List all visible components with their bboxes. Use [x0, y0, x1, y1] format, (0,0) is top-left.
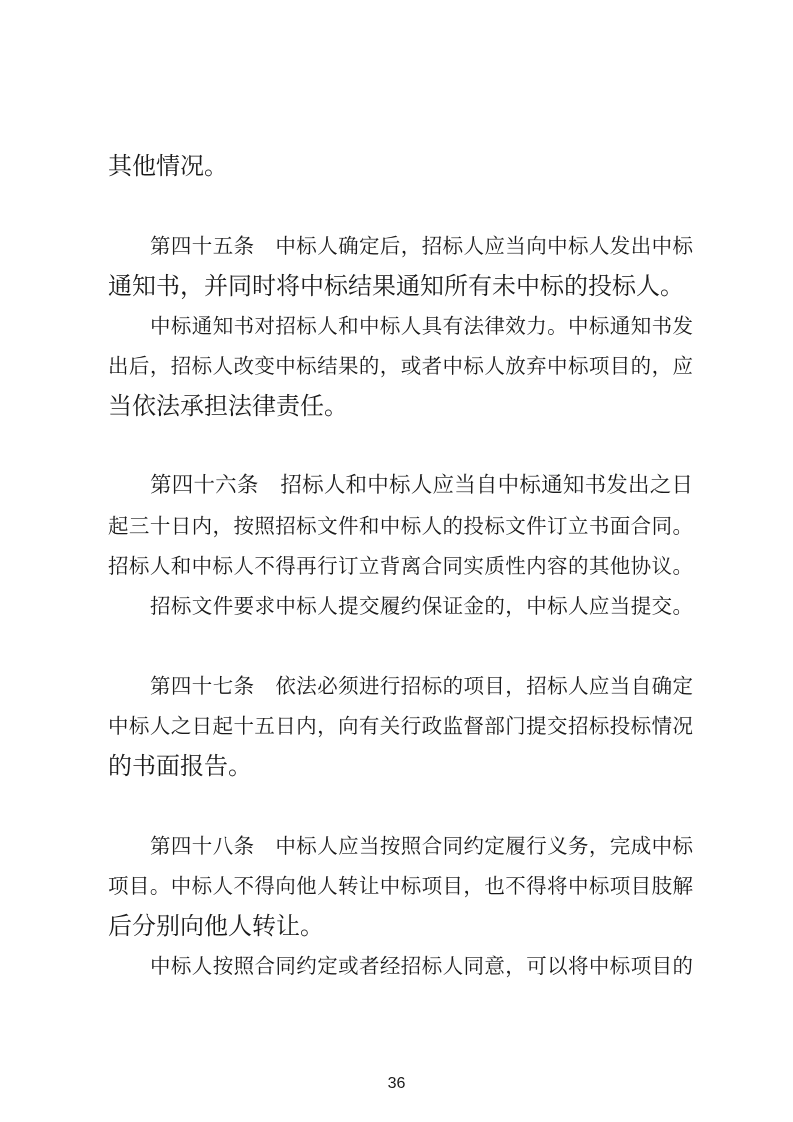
paragraph-line	[0, 586, 793, 626]
line-text: 中标人之日起十五日内，向有关行政监督部门提交招标投标情况	[108, 714, 693, 738]
paragraph-line	[0, 346, 793, 386]
article-47-heading-line	[0, 666, 793, 706]
line-text: 第四十七条 依法必须进行招标的项目，招标人应当自确定	[150, 674, 693, 698]
line-text: 项目。中标人不得向他人转让中标项目，也不得将中标项目肢解	[108, 874, 693, 898]
line-text: 其他情况。	[108, 152, 228, 180]
paragraph-line	[0, 906, 793, 946]
article-45-heading-line	[0, 226, 793, 266]
paragraph-line	[0, 546, 793, 586]
paragraph-line	[0, 746, 793, 786]
line-text: 出后，招标人改变中标结果的，或者中标人放弃中标项目的，应	[108, 354, 693, 378]
article-46-heading-line	[0, 466, 793, 506]
paragraph-line	[0, 386, 793, 426]
line-text: 的书面报告。	[108, 752, 252, 780]
line-text: 中标通知书对招标人和中标人具有法律效力。中标通知书发	[150, 314, 693, 338]
line-text: 后分别向他人转让。	[108, 912, 324, 940]
line-text: 中标人按照合同约定或者经招标人同意，可以将中标项目的	[150, 954, 693, 978]
line-text: 招标人和中标人不得再行订立背离合同实质性内容的其他协议。	[108, 554, 693, 578]
page-number: 36	[387, 1075, 406, 1092]
paragraph-line	[0, 706, 793, 746]
paragraph-line	[0, 146, 793, 186]
line-text: 第四十八条 中标人应当按照合同约定履行义务，完成中标	[150, 834, 693, 858]
paragraph-line	[0, 946, 793, 986]
line-text: 起三十日内，按照招标文件和中标人的投标文件订立书面合同。	[108, 514, 693, 538]
paragraph-line	[0, 306, 793, 346]
line-text: 通知书，并同时将中标结果通知所有未中标的投标人。	[108, 272, 684, 300]
line-text: 第四十六条 招标人和中标人应当自中标通知书发出之日	[150, 473, 693, 498]
article-48-heading-line	[0, 826, 793, 866]
line-text: 招标文件要求中标人提交履约保证金的，中标人应当提交。	[150, 594, 693, 618]
line-text: 第四十五条 中标人确定后，招标人应当向中标人发出中标	[150, 234, 693, 258]
paragraph-line	[0, 506, 793, 546]
paragraph-line	[0, 266, 793, 306]
paragraph-line	[0, 866, 793, 906]
line-text: 当依法承担法律责任。	[108, 392, 348, 420]
